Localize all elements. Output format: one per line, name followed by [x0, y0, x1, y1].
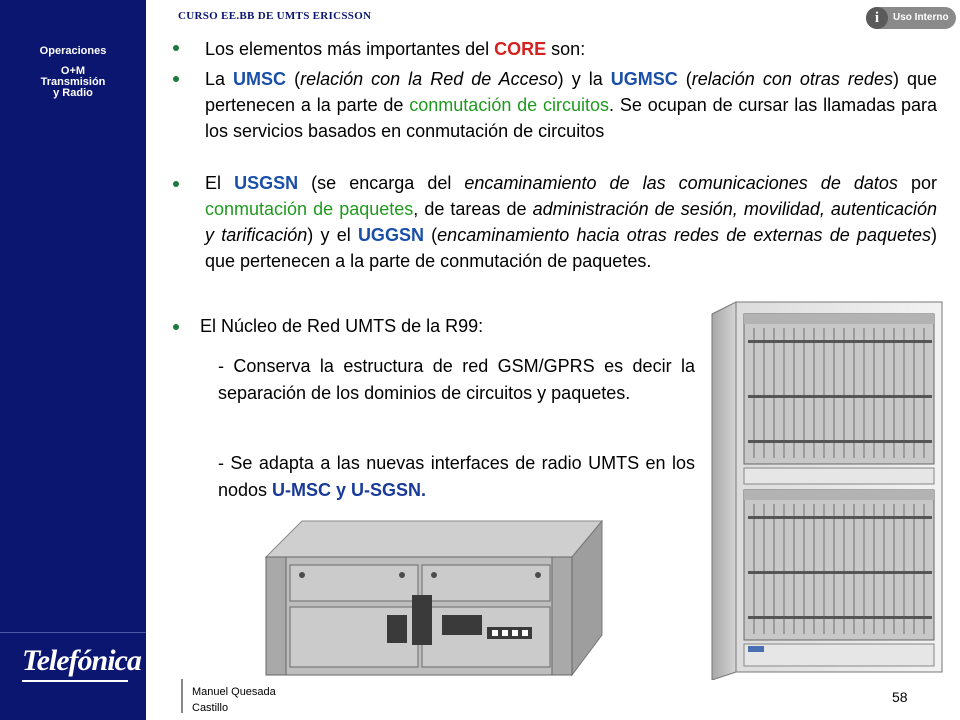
bullet-usgsn: El USGSN (se encarga del encaminamiento de las comunicaciones de datos por conmutación de paquetes, de tareas de administración de sesión, movilidad, autenticación y tarificación) y el UGGSN (encaminamiento hacia otras redes de externas de paquetes) que pertenecen a la parte de conmutación de paquetes. [205, 173, 937, 271]
section-radio: y Radio [53, 87, 93, 99]
internal-use-badge [866, 7, 956, 29]
section-operaciones: Operaciones [39, 45, 107, 57]
course-title: CURSO EE.BB DE UMTS ERICSSON [178, 10, 372, 22]
bullet-r99-title: El Núcleo de Red UMTS de la R99: [200, 316, 484, 336]
bullet-core: Los elementos más importantes del CORE son: [205, 39, 586, 59]
bullet-dot [173, 76, 179, 82]
footer-divider [181, 679, 183, 713]
network-node-server-image [262, 515, 612, 685]
page-number: 58 [892, 689, 908, 705]
bullet-dot [173, 45, 179, 51]
badge-label: Uso Interno [893, 12, 949, 23]
core-network-rack-image [708, 300, 948, 680]
r99-point-2: - Se adapta a las nuevas interfaces de radio UMTS en los nodos U-MSC y U-SGSN. [218, 453, 695, 500]
r99-point-1: - Conserva la estructura de red GSM/GPRS es decir la separación de los dominios de circuitos y paquetes. [218, 356, 695, 403]
info-icon: i [866, 7, 888, 29]
section-om: O+M [60, 65, 86, 77]
section-transmision: Transmisión [40, 76, 106, 88]
bullet-umsc: La UMSC (relación con la Red de Acceso) y la UGMSC (relación con otras redes) que pertenecen a la parte de conmutación de circuitos. Se ocupan de cursar las llamadas para los servicios basados en conmutación de circuitos [205, 69, 938, 141]
author: Manuel Quesada Castillo [192, 686, 276, 714]
bullet-dot [173, 324, 179, 330]
bullet-dot [173, 181, 179, 187]
telefonica-logo: Telefónica [22, 644, 141, 677]
sidebar-divider [0, 632, 146, 633]
sidebar [0, 0, 146, 720]
logo-underline [22, 680, 128, 682]
